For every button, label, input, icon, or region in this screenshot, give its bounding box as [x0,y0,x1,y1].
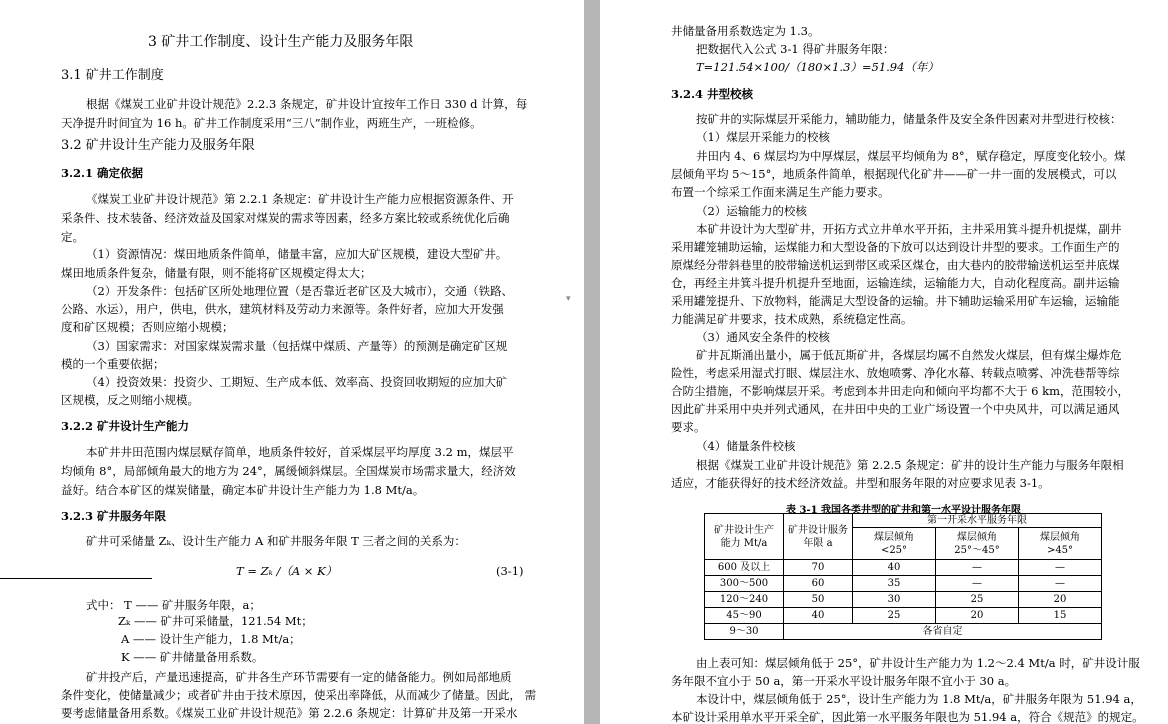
table-cell: 300～500 [705,576,784,592]
paragraph-line: 务年限不宜小于 50 a，第一开采水平设计服务年限不宜小于 30 a。 [671,674,1017,688]
definition-item: K —— 矿井储量备用系数。 [121,650,264,664]
table-row [705,608,1102,624]
paragraph-line: 布置一个综采工作面来满足生产能力要求。 [671,185,890,199]
document-page-right[interactable] [600,0,1168,724]
check-title: （2）运输能力的校核 [696,204,807,218]
list-item: （2）开发条件：包括矿区所处地理位置（是否靠近老矿区及大城市），交通（铁路、 [86,284,514,298]
paragraph-line: 适应，才能获得好的技术经济效益。井型和服务年限的对应要求见表 3-1。 [671,476,1050,490]
paragraph-line: 定。 [61,230,84,244]
table-row [705,624,1102,640]
subsection-title-3-2-3: 3.2.3 矿井服务年限 [61,509,167,523]
table-cell: 15 [1019,608,1102,624]
subsection-title-3-2-1: 3.2.1 确定依据 [61,166,144,180]
table-cell: — [1019,576,1102,592]
check-title: （3）通风安全条件的校核 [696,330,830,344]
table-caption: 表 3-1 我国各类井型的矿井和第一水平设计服务年限 [786,505,1022,516]
paragraph-line: 采用罐笼提升、下放物料，能满足大型设备的运输。井下辅助运输采用矿车运输，运输能 [671,294,1120,308]
table-cell: 25 [936,592,1019,608]
paragraph-line: 把数据代入公式 3-1 得矿井服务年限： [696,42,895,56]
table-cell: 30 [853,592,936,608]
table-cell: 120～240 [705,592,784,608]
table-cell: 50 [784,592,853,608]
section-title-3-2: 3.2 矿井设计生产能力及服务年限 [61,138,255,153]
paragraph-line: 均倾角 8°，局部倾角最大的地方为 24°，属缓倾斜煤层。全国煤炭市场需求量大，经济效 [61,464,516,478]
paragraph-line: 要求。 [671,420,706,434]
definition-item: Zₖ —— 矿井可采储量，121.54 Mt； [118,614,313,628]
table-cell: — [936,576,1019,592]
paragraph-line: 天净提升时间宜为 16 h。矿井工作制度采用“三八”制作业，两班生产，一班检修。 [61,116,482,130]
subsection-title-3-2-4: 3.2.4 井型校核 [671,87,754,101]
paragraph-line: 《煤炭工业矿井设计规范》第 2.2.1 条规定：矿井设计生产能力应根据资源条件、开 [86,192,514,206]
service-life-table [704,513,1102,640]
table-cell: — [1019,560,1102,576]
table-cell: 600 及以上 [705,560,784,576]
paragraph-line: 因此矿井采用中央并列式通风，在井田中央的工业广场设置一个中央风井，可以满足通风 [671,402,1120,416]
paragraph-line: 矿井瓦斯涌出量小，属于低瓦斯矿井，各煤层均属不自然发火煤层，但有煤尘爆炸危 [696,348,1122,362]
paragraph-line: 井田内 4、6 煤层均为中厚煤层，煤层平均倾角为 8°，赋存稳定，厚度变化较小。煤 [696,149,1126,163]
paragraph-line: 原煤经分带斜巷里的胶带输送机运到带区或采区煤仓，由大巷内的胶带输送机运至井底煤 [671,258,1120,272]
table-cell: 25 [853,608,936,624]
list-item: 煤田地质条件复杂，储量有限，则不能将矿区规模定得太大； [61,266,372,280]
formula-number: (3-1) [496,564,524,578]
table-cell: 20 [1019,592,1102,608]
table-cell: — [936,560,1019,576]
paragraph-line: 采用罐笼辅助运输，运煤能力和大型设备的下放可以达到设计井型的要求。工作面生产的 [671,240,1120,254]
table-cell: 70 [784,560,853,576]
paragraph-line: 矿井可采储量 Zₖ、设计生产能力 A 和矿井服务年限 T 三者之间的关系为： [86,534,466,548]
table-cell: 60 [784,576,853,592]
check-title: （4）储量条件校核 [696,439,796,453]
section-title-3-1: 3.1 矿井工作制度 [61,68,164,83]
paragraph-line: 力能满足矿井要求，技术成熟，系统稳定性高。 [671,312,913,326]
table-header-dip: 煤层倾角 >45° [1019,528,1102,560]
paragraph-line: 按矿井的实际煤层开采能力，辅助能力，储量条件及安全条件因素对井型进行校核： [696,112,1122,126]
paragraph-line: 本矿井设计为大型矿井，开拓方式立井单水平开拓，主井采用箕斗提升机提煤，副井 [696,222,1122,236]
page-gap [584,0,600,724]
paragraph-line: 条件变化，使储量减少；或者矿井由于技术原因，使采出率降低，从而减少了储量。因此， 需 [61,688,537,702]
paragraph-line: 本矿设计采用单水平开采全矿，因此第一水平服务年限也为 51.94 a，符合《规范》的规定。 [671,710,1144,724]
table-cell: 各省自定 [784,624,1102,640]
subsection-title-3-2-2: 3.2.2 矿井设计生产能力 [61,419,190,433]
table-cell: 40 [784,608,853,624]
list-item: 区规模，反之则缩小规模。 [61,393,199,407]
paragraph-line: 合防尘措施，不影响煤层开采。考虑到本井田走向和倾向平均都不大于 6 km，范围较小， [671,384,1129,398]
paragraph-line: 要考虑储量备用系数。《煤炭工业矿井设计规范》第 2.2.6 条规定：计算矿井及第一开采水 [61,706,518,720]
list-item: （3）国家需求：对国家煤炭需求量（包括煤中煤质、产量等）的预测是确定矿区规 [86,339,508,353]
table-header-first-level: 第一开采水平服务年限 [853,514,1102,528]
table-header-dip: 煤层倾角 25°～45° [936,528,1019,560]
table-cell: 35 [853,576,936,592]
paragraph-line: 采条件、技术装备、经济效益及国家对煤炭的需求等因素，经多方案比较或系统优化后确 [61,211,510,225]
table-cell: 9～30 [705,624,784,640]
definition-item: T —— 矿井服务年限，a； [124,598,261,612]
check-title: （1）煤层开采能力的校核 [696,130,830,144]
paragraph-line: 本设计中，煤层倾角低于 25°，设计生产能力为 1.8 Mt/a，矿井服务年限为 51.94 a， [696,692,1142,706]
list-item: 模的一个重要依据； [61,357,165,371]
table-cell: 20 [936,608,1019,624]
where-label: 式中： [86,598,121,612]
chapter-title: 3 矿井工作制度、设计生产能力及服务年限 [148,34,414,50]
list-item: 度和矿区规模；否则应缩小规模； [61,320,234,334]
table-cell: 45～90 [705,608,784,624]
list-item: （1）资源情况：煤田地质条件简单，储量丰富，应加大矿区规模，建设大型矿井。 [86,247,508,261]
paragraph-line: 层倾角平均 5～15°，地质条件简单，根据现代化矿井——矿一井一面的发展模式，可以 [671,167,1117,181]
table-row [705,576,1102,592]
formula-3-1: T = Zₖ /（A × K） [236,564,338,578]
paragraph-line: 根据《煤炭工业矿井设计规范》第 2.2.5 条规定：矿井的设计生产能力与服务年限相 [696,458,1124,472]
table-header-service: 矿井设计服务 年限 a [784,514,853,560]
list-item: 公路、水运），用户，供电，供水，建筑材料及劳动力来源等。条件好者，应加大开发强 [61,302,504,316]
paragraph-line: 仓，再经主井箕斗提升机提升至地面，运输连续，运输能力大，自动化程度高。副井运输 [671,276,1120,290]
table-row [705,592,1102,608]
list-item: （4）投资效果：投资少、工期短、生产成本低、效率高、投资回收期短的应加大矿 [86,375,508,389]
paragraph-line: 由上表可知：煤层倾角低于 25°，矿井设计生产能力为 1.2～2.4 Mt/a 时，矿井设计服 [696,656,1140,670]
paragraph-line: 险性，考虑采用湿式打眼、煤层注水、放炮喷雾、净化水幕、转载点喷雾、冲洗巷帮等综 [671,366,1120,380]
paragraph-line: 矿井投产后，产量迅速提高，矿井各生产环节需要有一定的储备能力。例如局部地质 [86,670,512,684]
paragraph-line: 益好。结合本矿区的煤炭储量，确定本矿井设计生产能力为 1.8 Mt/a。 [61,483,425,497]
chevron-down-icon[interactable]: ▾ [566,294,571,304]
paragraph-line: 井储量备用系数选定为 1.3。 [671,24,820,38]
table-row [705,560,1102,576]
service-life-formula: T=121.54×100/（180×1.3）=51.94（年） [696,60,939,74]
paragraph-line: 本矿井井田范围内煤层赋存简单，地质条件较好，首采煤层平均厚度 3.2 m，煤层平 [86,445,514,459]
table-cell: 40 [853,560,936,576]
formula-rule [0,578,152,579]
paragraph-line: 根据《煤炭工业矿井设计规范》2.2.3 条规定，矿井设计宜按年工作日 330 d 计算，每 [86,97,528,111]
table-header-dip: 煤层倾角 <25° [853,528,936,560]
definition-item: A —— 设计生产能力，1.8 Mt/a； [121,632,301,646]
table-header-capacity: 矿井设计生产 能力 Mt/a [705,514,784,560]
